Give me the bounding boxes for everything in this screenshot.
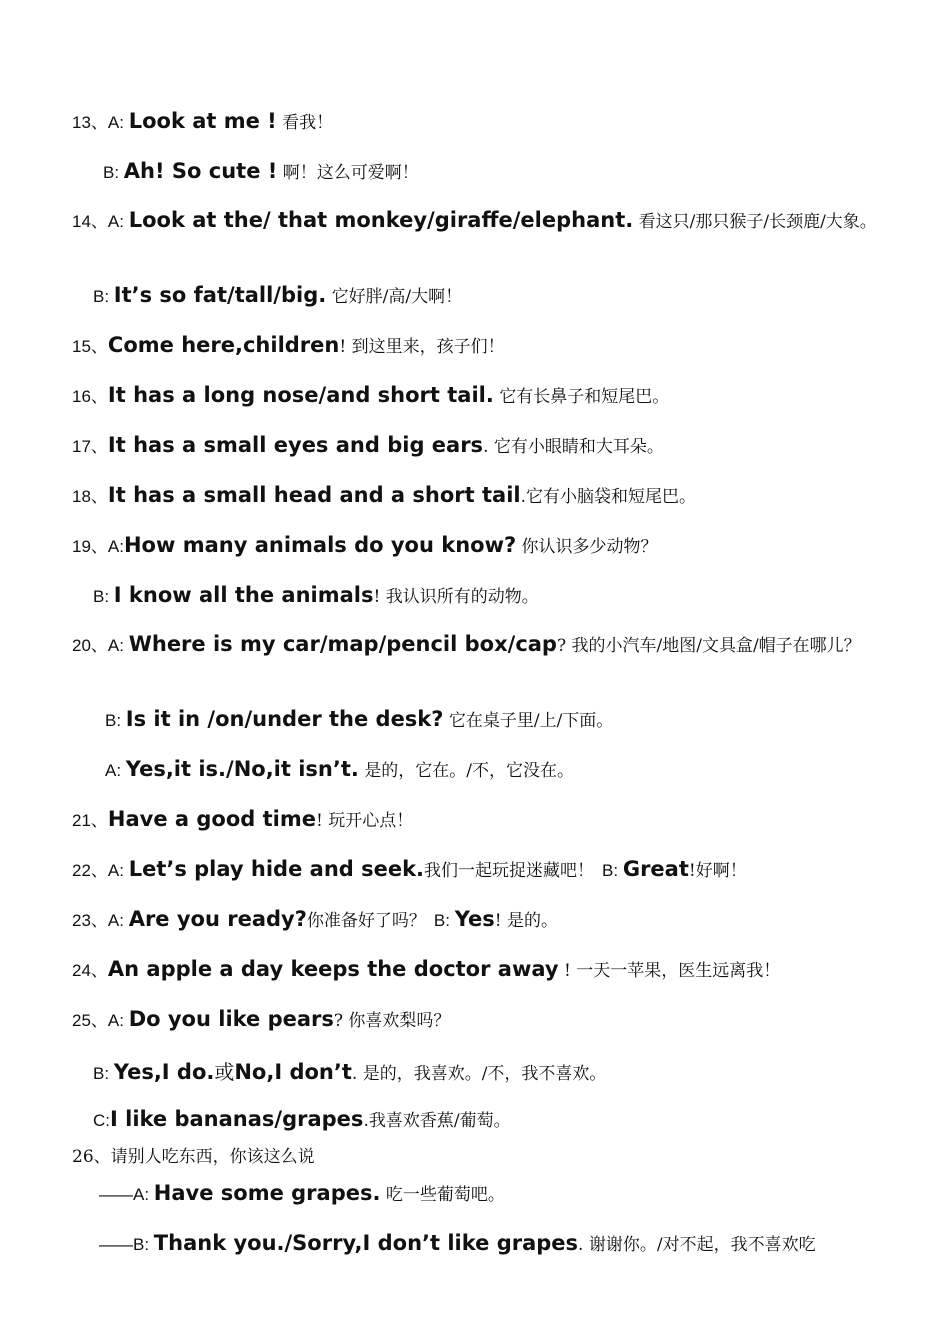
heading-26: 26、请别人吃东西，你该这么说 xyxy=(72,1147,315,1167)
dialogue-14b: B: It’s so fat/tall/big. 它好胖/高/大啊！ xyxy=(93,283,463,307)
sentence-21: 21、Have a good time! 玩开心点！ xyxy=(72,807,414,831)
dialogue-25a: 25、A: Do you like pears? 你喜欢梨吗？ xyxy=(72,1007,451,1031)
dialogue-25b: B: Yes,I do.或No,I don’t. 是的，我喜欢。/不，我不喜欢。 xyxy=(93,1060,607,1084)
sentence-16: 16、It has a long nose/and short tail. 它有长鼻子和短尾巴。 xyxy=(72,383,670,407)
dialogue-20c: A: Yes,it is./No,it isn’t. 是的，它在。/不，它没在。 xyxy=(105,757,574,781)
dialogue-25c: C:I like bananas/grapes.我喜欢香蕉/葡萄。 xyxy=(93,1107,511,1131)
sentence-15: 15、Come here,children! 到这里来，孩子们！ xyxy=(72,333,505,357)
dialogue-13a: 13、A: Look at me ! 看我！ xyxy=(72,109,334,133)
sentence-17: 17、It has a small eyes and big ears. 它有小眼睛和大耳朵。 xyxy=(72,433,664,457)
dialogue-19b: B: I know all the animals! 我认识所有的动物。 xyxy=(93,583,539,607)
dialogue-20b: B: Is it in /on/under the desk? 它在桌子里/上/下面。 xyxy=(105,707,614,731)
dialogue-26b: ——B: Thank you./Sorry,I don’t like grapes. 谢谢你。/对不起，我不喜欢吃 xyxy=(99,1231,816,1255)
sentence-24: 24、An apple a day keeps the doctor away ! 一天一苹果，医生远离我！ xyxy=(72,957,781,981)
dialogue-22: 22、A: Let’s play hide and seek.我们一起玩捉迷藏吧！ B: Great!好啊！ xyxy=(72,857,747,881)
dialogue-23: 23、A: Are you ready?你准备好了吗？ B: Yes! 是的。 xyxy=(72,907,558,931)
dialogue-13b: B: Ah! So cute ! 啊！这么可爱啊！ xyxy=(103,159,419,183)
dialogue-20a: 20、A: Where is my car/map/pencil box/cap? 我的小汽车/地图/文具盒/帽子在哪儿？ xyxy=(72,632,861,656)
dialogue-14a: 14、A: Look at the/ that monkey/giraffe/elephant. 看这只/那只猴子/长颈鹿/大象。 xyxy=(72,208,877,232)
dialogue-26a: ——A: Have some grapes. 吃一些葡萄吧。 xyxy=(99,1181,505,1205)
dialogue-19a: 19、A:How many animals do you know? 你认识多少动物？ xyxy=(72,533,658,557)
sentence-18: 18、It has a small head and a short tail.它有小脑袋和短尾巴。 xyxy=(72,483,697,507)
